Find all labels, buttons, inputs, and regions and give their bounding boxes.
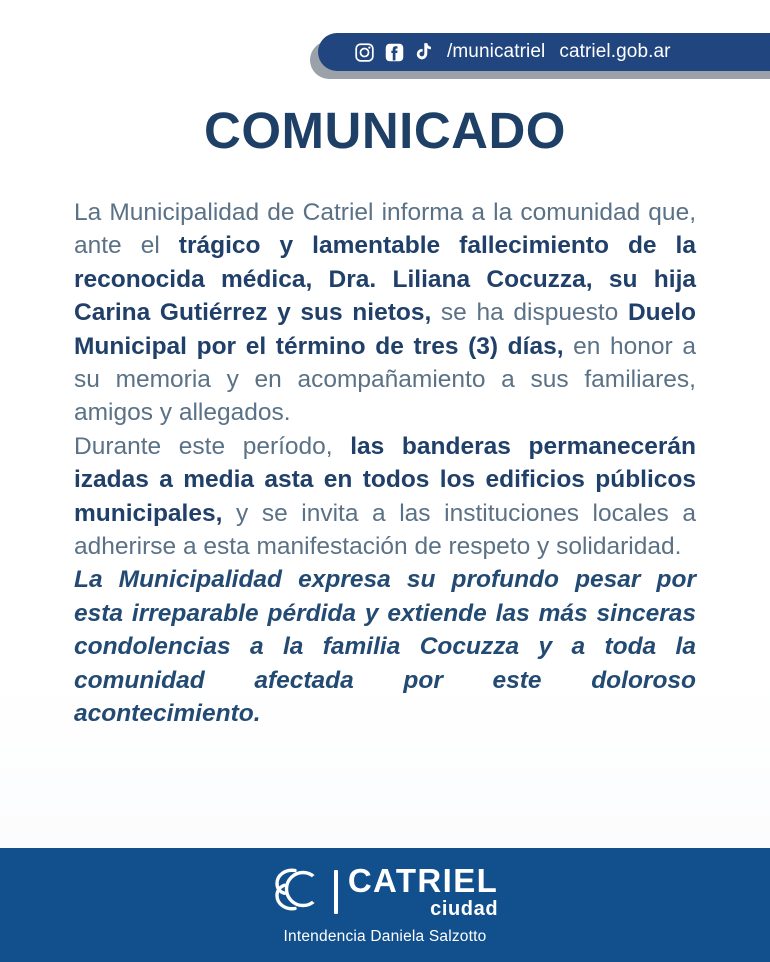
facebook-icon[interactable] [384,42,405,63]
social-handle[interactable]: /municatriel [447,41,546,62]
page-title: COMUNICADO [204,102,566,159]
header-bar [318,33,770,71]
tiktok-icon[interactable] [414,42,433,63]
logo-divider [334,870,338,914]
logo-subtitle: ciudad [430,898,499,920]
footer-caption: Intendencia Daniela Salzotto [283,928,487,945]
announcement-body [74,196,696,731]
social-icon-group [354,42,433,63]
social-header-bar [318,33,770,71]
footer-bar [0,848,770,962]
paragraph-2: Durante este período, las banderas permanecerán izadas a media asta en todos los edificios públicos municipales, y se invita a las instituciones locales a adherirse a esta manifestación de respeto y solidaridad. [74,432,696,561]
catriel-c-monogram-icon [272,864,324,919]
closing-statement: La Municipalidad expresa su profundo pesar por esta irreparable pérdida y extiende las más sinceras condolencias a la familia Cocuzza y a toda la comunidad afectada por este doloroso acontecimiento. [74,566,696,728]
paragraph-1: La Municipalidad de Catriel informa a la comunidad que, ante el trágico y lamentable fallecimiento de la reconocida médica, Dra. Liliana Cocuzza, su hija Carina Gutiérrez y sus nietos, se ha dispuesto Duelo Municipal por el término de tres (3) días, en honor a su memoria y en acompañamiento a sus familiares, amigos y allegados. [74,199,696,427]
footer-logo [272,864,498,919]
website-url[interactable]: catriel.gob.ar [559,41,671,62]
logo-wordmark [348,864,498,919]
instagram-icon[interactable] [354,42,375,63]
logo-city-name: CATRIEL [347,862,499,899]
